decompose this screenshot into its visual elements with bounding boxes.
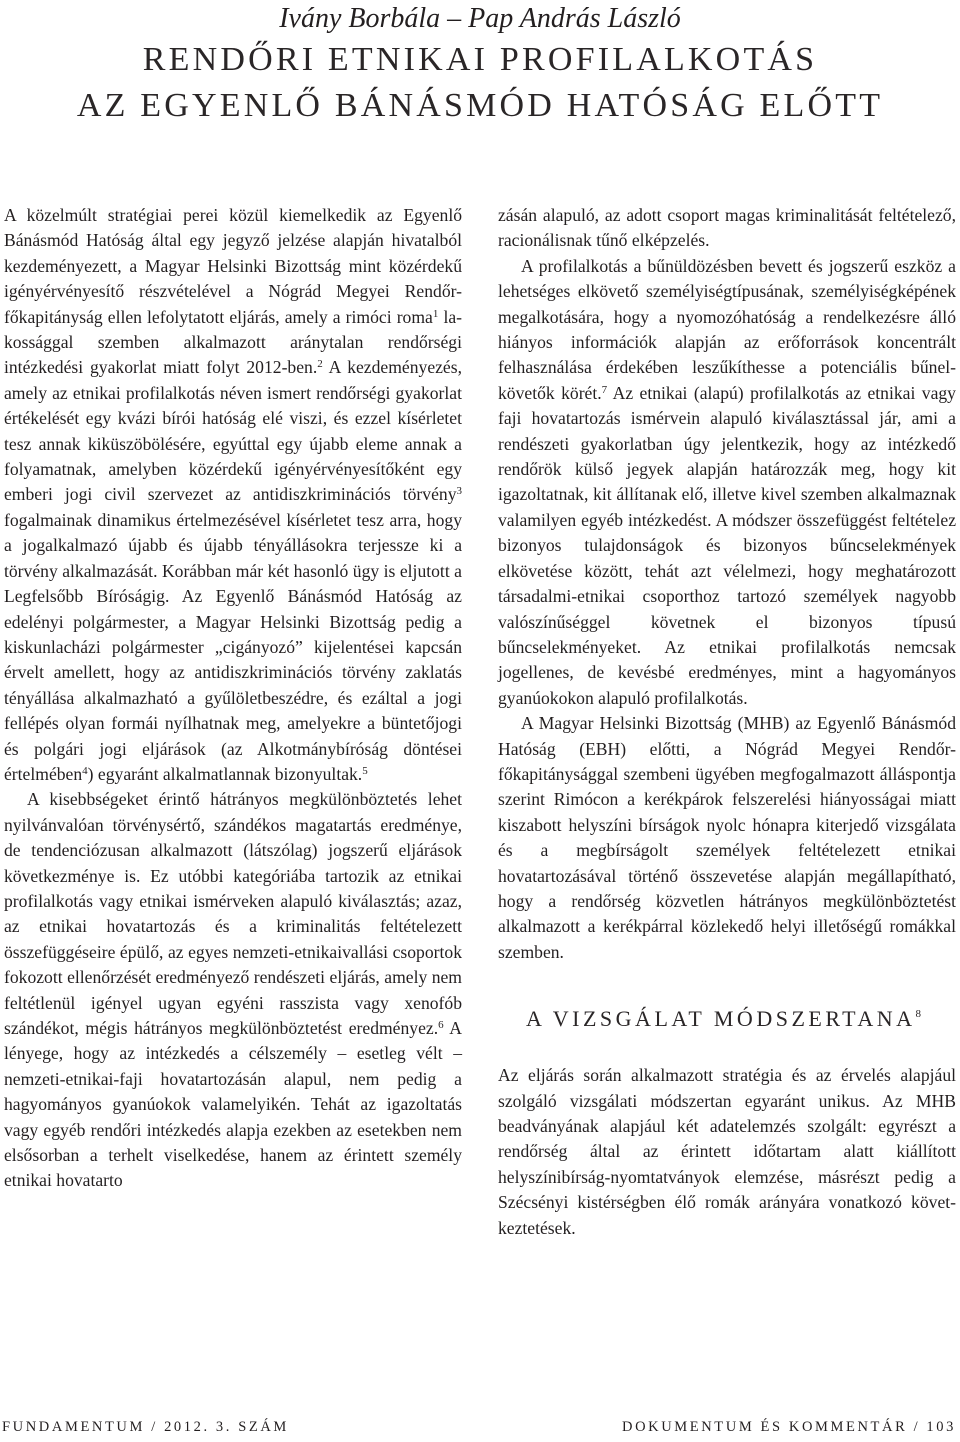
footnote-ref-6[interactable]: 6 xyxy=(438,1019,444,1031)
paragraph-intro: A közelmúlt stratégiai perei közül kiemelkedik az Egyenlő Bánásmód Hatóság által egy jegyző jelzése alapján hivatalból kezdeményezett, a Magyar Helsinki Bizottság mint közérdekű igényérvényesítő részvételével a Nógrád Megyei Rendőr-főkapitányság ellen lefolytatott eljárás, amely a rimóci roma$^1$ lakossággal szemben alkalmazott aránytalan rendőrségi intézkedési gyakorlat miatt folyt 2012-ben.$^2$ A kezdeményezés, amely az etnikai profilalkotás néven ismert rendőrségi gyakorlat értékelését egy kvázi bírói hatóság elé viszi, és ezzel kísérletet tesz annak kiküszöbölésére, egyúttal egy újabb eleme annak a folyamatnak, amelyben közérdekű igényérvényesítőként egy emberi jogi civil szervezet az antidiszkriminációs törvény$^3$ fogalmainak dinamikus értelmezésével kísérletet tesz arra, hogy a jogalkalmazó újabb és újabb tényállásokra terjessze ki a törvény alkalmazását. Korábban már két hasonló ügy is eljutott a Legfelsőbb Bíróságig. Az Egyenlő Bánásmód Hatóság az edelényi polgármester, a Magyar Helsinki Bizottság pedig a kiskunlacházi polgármester „cigányozó” kijelentései kapcsán érvelt amellett, hogy az antidiszkriminációs törvény zaklatás tényállása alkalmazható a gyűlöletbeszédre, és ezáltal a jogi fellépés olyan formái nyílhatnak meg, amelyekre a büntetőjogi és polgári jogi eljárások (az Alkotmánybíróság döntései értelmében$^4$) egyaránt alkalmatlannak bizonyultak.$^5$ xyxy=(4,205,462,784)
article-title-line-2: AZ EGYENLŐ BÁNÁSMÓD HATÓSÁG ELŐTT xyxy=(76,87,884,124)
footnote-ref-1[interactable]: 1 xyxy=(432,307,439,320)
footnote-ref-7[interactable]: 7 xyxy=(601,383,608,396)
footnote-ref-5[interactable]: 5 xyxy=(362,764,368,777)
paragraph-mhb-position: A Magyar Helsinki Bizottság (MHB) az Egyenlő Bánásmód Hatóság (EBH) előtti, a Nógrád Megyei Rendőr-főkapitánysággal szembeni ügyében megfogalmazott álláspontja szerint Rimócon a kerékpárok felszerelési hiányosságai miatt kiszabott helyszíni bírságok nyolc hónapra kiterjedő vizsgálata és a megbírságolt személyek feltételezett etnikai hovatartozásával történő összevetése alapján megállapítható, hogy a rendőrség közvetlen hátrányos megkülönböztetést alkalmazott a kerékpárral közlekedő helyi illetőségű romákkal szemben. xyxy=(498,713,956,962)
footnote-ref-2[interactable]: 2 xyxy=(317,358,323,371)
footer-journal: FUNDAMENTUM / 2012. 3. SZÁM xyxy=(2,1419,289,1435)
footnote-ref-8[interactable]: 8 xyxy=(915,1008,922,1021)
left-text-column xyxy=(4,203,462,1194)
article-title-line-1: RENDŐRI ETNIKAI PROFILALKOTÁS xyxy=(142,41,818,78)
footer-section-page: DOKUMENTUM ÉS KOMMENTÁR / 103 xyxy=(622,1419,956,1435)
right-text-column xyxy=(498,203,956,1241)
footnote-ref-4[interactable]: 4 xyxy=(82,764,88,777)
article-authors: Ivány Borbála – Pap András László xyxy=(279,3,681,34)
paragraph-methodology: Az eljárás során alkalmazott stratégia és az érvelés alapjául szolgáló vizsgálati módszertan egyaránt unikus. Az MHB beadványának alapjául két adatelemzés szolgált: egyrészt a rendőrség által az érintett időtartam alatt kiállított helyszínibírság-nyomtatványok elemzése, másrészt pedig a Szécsényi kistérségben élő romák arányára vonatkozó következtetések. xyxy=(498,1065,956,1238)
paragraph-profiling: A profilalkotás a bűnüldözésben bevett és jogszerű eszköz a lehetséges elkövető személyiségtípusának, személyiségképének megalkotására, hogy a nyomozóhatóság a rendelkezésre álló hiányos információk alapján az erőforrások koncentrált felhasználása érdekében leszűkíthesse a potenciális bűnelkövetők körét.$^7$ Az etnikai (alapú) profilalkotás az etnikai vagy faji hovatartozás ismérvein alapuló kiválasztással jár, ami a rendészeti gyakorlatban úgy jelentkezik, hogy az intézkedő rendőrök külső jegyek alapján határozzák meg, hogy kit igazoltatnak, kit állítanak elő, illetve kivel szemben alkalmaznak valamilyen egyéb intézkedést. A módszer összefüggést feltételez bizonyos tulajdonságok és bizonyos bűncselekmények elkövetése között, tehát azt vélelmezi, hogy meghatározott társadalmi-etnikai csoporthoz tartozó személyek nagyobb valószínűséggel követnek el bizonyos típusú bűncselekményeket. Az etnikai profilalkotás nemcsak jogellenes, de kevésbé eredményes, mint a hagyományos gyanúokokon alapuló profilalkotás. xyxy=(498,255,956,708)
paragraph-discrimination: A kisebbségeket érintő hátrányos megkülönböztetés lehet nyilvánvalóan törvénysértő, szándékos magatartás eredménye, de tendenciózusan alkalmazott (látszólag) jogszerű eljárások következménye is. Ez utóbbi kategóriába tartozik az etnikai profilalkotás vagy etnikai ismérveken alapuló kiválasztás; azaz, az etnikai hovatartozás és a kriminalitás feltételezett összefüggéseire épülő, az egyes nemzeti-etnikaivallási csoportok fokozott ellenőrzését eredményező rendészeti eljárás, amely nem feltétlenül igényel ugyan egyéni rasszista vagy xenofób szándékot, mégis hátrányos megkülönböztetést eredményez.$^6$ A lényege, hogy az intézkedés a célszemély – esetleg vélt – nemzeti-etnikai-faji hovatartozásán alapul, nem pedig a hagyományos gyanúokok valamelyikén. Tehát az igazoltatás vagy egyéb rendőri intézkedés alapja ezekben az esetekben nem elsősorban a terhelt viselkedése, hanem az érintett személy etnikai hovatarto xyxy=(4,789,462,1191)
footnote-ref-3[interactable]: 3 xyxy=(456,485,462,498)
paragraph-continued: zásán alapuló, az adott csoport magas kriminalitását feltételező, racionálisnak tűnő elképzelés. xyxy=(498,205,956,251)
section-heading-methodology: A VIZSGÁLAT MÓDSZERTANA$^8$ xyxy=(526,1006,922,1032)
